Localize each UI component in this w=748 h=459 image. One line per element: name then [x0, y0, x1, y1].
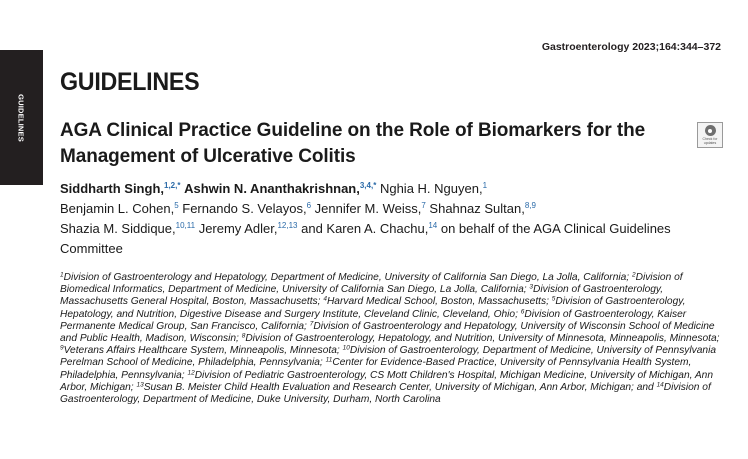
affiliation-number: 10 [342, 344, 350, 352]
affiliation-text: Center for Evidence-Based Practice, University of Pennsylvania Health System, Philadelphia, Pennsylvania; [60, 357, 692, 381]
affiliation-ref[interactable]: 1 [482, 181, 488, 190]
author-entry: Nghia H. Nguyen,$^1$ [379, 181, 488, 196]
check-for-updates-badge[interactable] [697, 122, 723, 148]
affiliation-number: 6 [520, 308, 525, 316]
author-entry: Jeremy Adler,$^{12,13}$ [198, 221, 298, 236]
affiliation-text: Division of Gastroenterology and Hepatology, University of Wisconsin School of Medicine and Public Health, Madison, Wisconsin; [60, 320, 715, 345]
author-entry: Shahnaz Sultan,$^{8,9}$ [429, 201, 536, 216]
journal-citation: Gastroenterology 2023;164:344–372 [541, 41, 721, 53]
affiliation-number: 11 [325, 356, 333, 364]
affiliation-text: Division of Gastroenterology, Department of Medicine, Duke University, Durham, North Carolina [60, 381, 711, 406]
affiliation-number: 14 [656, 381, 664, 389]
affiliation-ref[interactable]: 8,9 [524, 201, 536, 210]
affiliation-number: 13 [136, 381, 144, 389]
affiliation-ref[interactable]: 12,13 [277, 221, 298, 230]
side-tab-label: GUIDELINES [16, 94, 26, 142]
affiliation-ref[interactable]: 5 [174, 201, 179, 210]
affiliation-ref[interactable]: 6 [306, 201, 312, 210]
affiliation-ref[interactable]: 3,4,* [359, 181, 377, 190]
affiliation-number: 12 [187, 369, 195, 377]
author-entry: Ashwin N. Ananthakrishnan,$^{3,4,*}$ [184, 181, 377, 196]
author-entry: Benjamin L. Cohen,$^5$ [60, 201, 179, 216]
author-list [60, 179, 720, 259]
affiliation-number: 7 [309, 320, 314, 328]
affiliation-number: 5 [551, 295, 556, 303]
badge-text: Check for updates [702, 137, 718, 145]
affiliation-text: Division of Gastroenterology and Hepatology, Department of Medicine, University of California San Diego, La Jolla, California; [63, 272, 630, 283]
affiliation-text: Division of Gastroenterology, Department of Medicine, University of Pennsylvania Perelman School of Medicine, Philadelphia, Pennsylvania; [60, 345, 717, 369]
affiliations-block [60, 272, 725, 406]
author-entry: Siddharth Singh,$^{1,2,*}$ [60, 181, 181, 196]
affiliation-ref[interactable]: 14 [428, 221, 438, 230]
affiliation-text: Veterans Affairs Healthcare System, Minneapolis, Minnesota; [63, 345, 340, 357]
author-entry: Shazia M. Siddique,$^{10,11}$ [60, 221, 196, 236]
authors-tail: on behalf of the AGA Clinical Guidelines Committee [60, 221, 671, 256]
affiliation-ref[interactable]: 10,11 [175, 221, 196, 230]
affiliation-text: Division of Gastroenterology, Massachusetts General Hospital, Boston, Massachusetts; [60, 284, 664, 308]
affiliation-number: 8 [241, 332, 246, 340]
article-title: AGA Clinical Practice Guideline on the Role of Biomarkers for the Management of Ulcerative Colitis [60, 120, 646, 167]
author-entry: and Karen A. Chachu,$^{14}$ [301, 221, 438, 236]
affiliation-text: Division of Biomedical Informatics, Department of Medicine, University of California San Diego, La Jolla, California; [60, 272, 683, 296]
affiliation-number: 1 [60, 271, 64, 279]
author-entry: Fernando S. Velayos,$^6$ [182, 201, 312, 216]
affiliation-number: 9 [60, 344, 64, 352]
affiliation-number: 3 [529, 283, 534, 291]
affiliation-text: Harvard Medical School, Boston, Massachusetts; [326, 296, 549, 308]
affiliation-number: 2 [631, 271, 636, 279]
affiliation-text: Division of Gastroenterology, Hepatology, and Nutrition, University of Minnesota, Minneapolis, Minnesota; [245, 333, 720, 345]
affiliation-text: Division of Gastroenterology, Kaiser Permanente Medical Group, San Francisco, California; [60, 308, 687, 332]
affiliation-ref[interactable]: 1,2,* [164, 181, 181, 190]
affiliation-text: Division of Gastroenterology, Hepatology, and Nutrition, Digestive Disease and Surgery Institute, Cleveland Clinic, Cleveland, Ohio; [60, 296, 686, 320]
affiliation-text: Susan B. Meister Child Health Evaluation and Research Center, University of Michigan, Ann Arbor, Michigan; and [143, 381, 654, 393]
affiliation-ref[interactable]: 7 [421, 201, 426, 210]
section-heading: GUIDELINES [60, 68, 200, 96]
affiliation-text: Division of Pediatric Gastroenterology, CS Mott Children's Hospital, Michigan Medicine, University of Michigan, Ann Arbor, Michigan; [60, 369, 714, 393]
author-entry: Jennifer M. Weiss,$^7$ [314, 201, 426, 216]
affiliation-number: 4 [323, 295, 327, 303]
check-for-updates-icon [705, 125, 716, 136]
